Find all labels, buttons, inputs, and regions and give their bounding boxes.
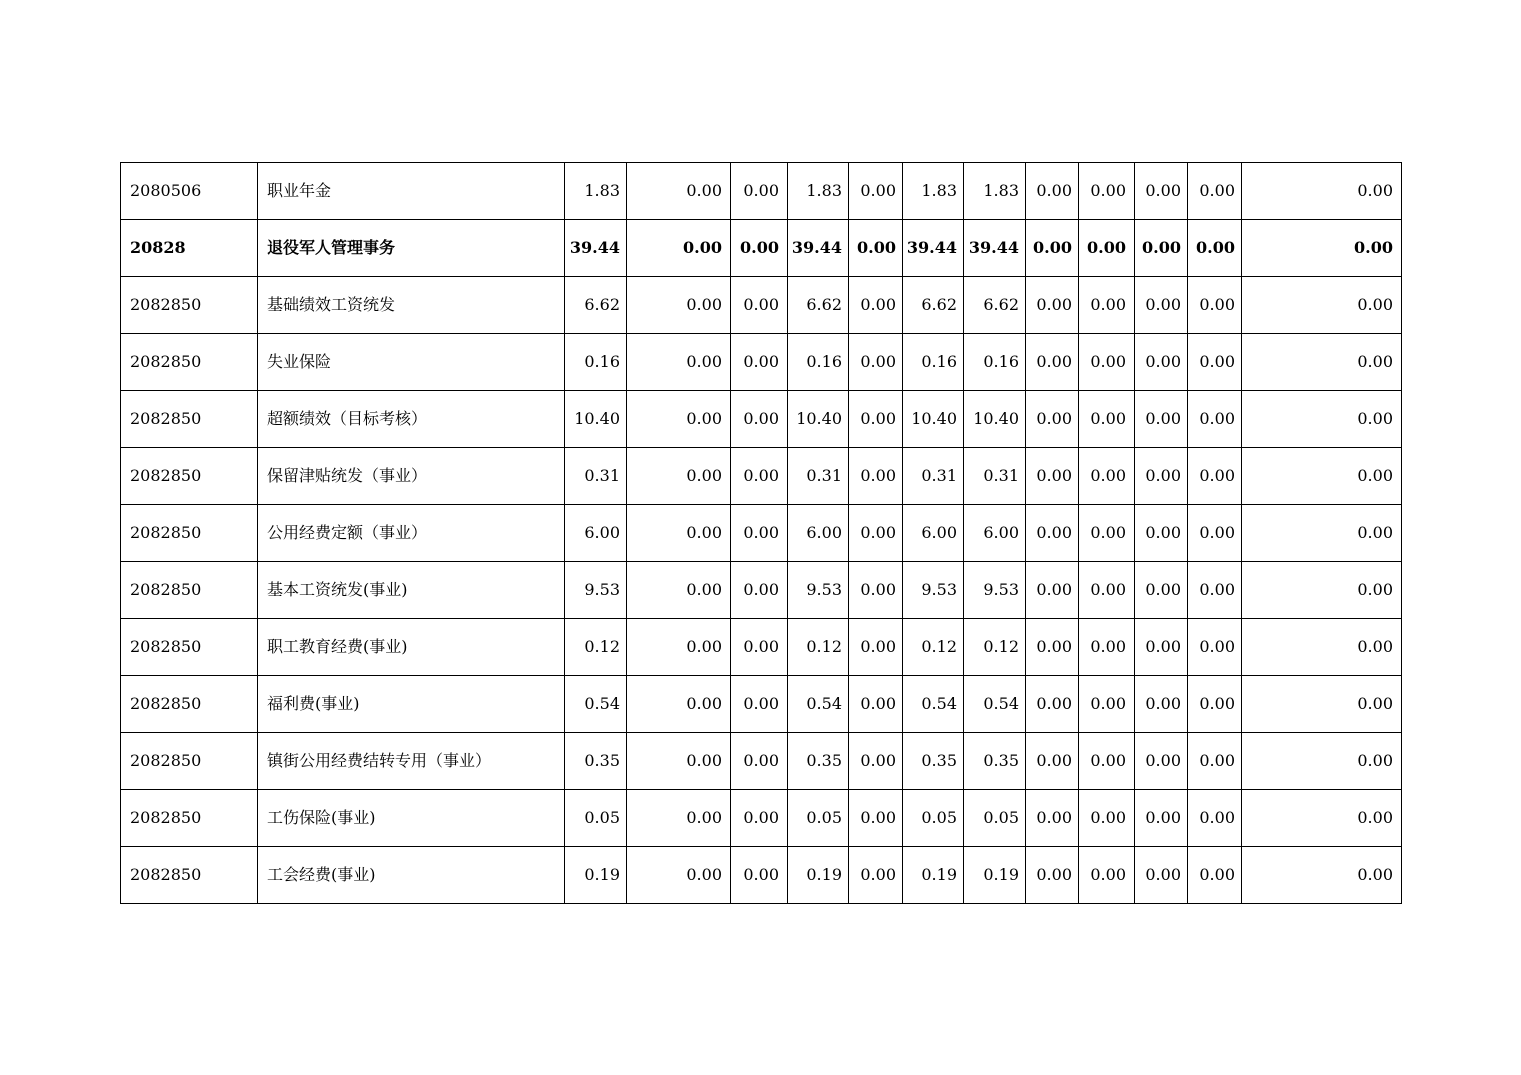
subject-code-cell: 2082850 [121, 733, 258, 790]
amount-cell-col-9: 0.00 [1079, 505, 1135, 562]
amount-cell-col-2: 0.00 [627, 619, 731, 676]
amount-cell-col-2: 0.00 [627, 847, 731, 904]
amount-cell-col-11: 0.00 [1188, 505, 1242, 562]
amount-cell-col-9: 0.00 [1079, 847, 1135, 904]
amount-cell-col-3: 0.00 [731, 277, 788, 334]
amount-cell-col-11: 0.00 [1188, 733, 1242, 790]
amount-cell-col-12: 0.00 [1242, 505, 1402, 562]
amount-cell-col-7: 0.19 [964, 847, 1026, 904]
amount-cell-col-4: 6.00 [788, 505, 849, 562]
amount-cell-col-2: 0.00 [627, 220, 731, 277]
amount-cell-col-9: 0.00 [1079, 733, 1135, 790]
subject-name-cell: 福利费(事业) [258, 676, 565, 733]
amount-cell-col-3: 0.00 [731, 847, 788, 904]
amount-cell-col-12: 0.00 [1242, 733, 1402, 790]
amount-cell-col-2: 0.00 [627, 163, 731, 220]
amount-cell-col-12: 0.00 [1242, 220, 1402, 277]
amount-cell-col-10: 0.00 [1135, 391, 1188, 448]
amount-cell-col-3: 0.00 [731, 676, 788, 733]
subject-name-cell: 职工教育经费(事业) [258, 619, 565, 676]
amount-cell-col-10: 0.00 [1135, 448, 1188, 505]
amount-cell-col-5: 0.00 [849, 448, 903, 505]
amount-cell-col-12: 0.00 [1242, 562, 1402, 619]
amount-cell-col-3: 0.00 [731, 163, 788, 220]
amount-cell-col-10: 0.00 [1135, 676, 1188, 733]
amount-cell-col-10: 0.00 [1135, 733, 1188, 790]
amount-cell-col-3: 0.00 [731, 619, 788, 676]
amount-cell-col-4: 0.05 [788, 790, 849, 847]
amount-cell-col-6: 0.19 [903, 847, 964, 904]
amount-cell-total: 6.62 [565, 277, 627, 334]
amount-cell-col-3: 0.00 [731, 505, 788, 562]
amount-cell-col-7: 0.12 [964, 619, 1026, 676]
amount-cell-col-3: 0.00 [731, 790, 788, 847]
subject-code-cell: 2082850 [121, 847, 258, 904]
amount-cell-col-11: 0.00 [1188, 676, 1242, 733]
subject-name-cell: 镇街公用经费结转专用（事业） [258, 733, 565, 790]
amount-cell-col-6: 0.54 [903, 676, 964, 733]
amount-cell-col-9: 0.00 [1079, 619, 1135, 676]
amount-cell-total: 0.16 [565, 334, 627, 391]
amount-cell-col-6: 0.31 [903, 448, 964, 505]
amount-cell-col-11: 0.00 [1188, 847, 1242, 904]
amount-cell-col-6: 6.00 [903, 505, 964, 562]
table-row [121, 334, 1402, 391]
amount-cell-col-6: 0.12 [903, 619, 964, 676]
amount-cell-col-8: 0.00 [1026, 733, 1079, 790]
amount-cell-col-4: 0.12 [788, 619, 849, 676]
amount-cell-col-11: 0.00 [1188, 163, 1242, 220]
amount-cell-col-9: 0.00 [1079, 163, 1135, 220]
table-row [121, 562, 1402, 619]
amount-cell-col-7: 39.44 [964, 220, 1026, 277]
amount-cell-col-4: 0.35 [788, 733, 849, 790]
amount-cell-col-5: 0.00 [849, 847, 903, 904]
subject-code-cell: 2082850 [121, 562, 258, 619]
amount-cell-total: 0.31 [565, 448, 627, 505]
amount-cell-col-11: 0.00 [1188, 220, 1242, 277]
amount-cell-col-5: 0.00 [849, 163, 903, 220]
amount-cell-col-4: 0.54 [788, 676, 849, 733]
amount-cell-col-6: 6.62 [903, 277, 964, 334]
subject-name-cell: 职业年金 [258, 163, 565, 220]
amount-cell-col-5: 0.00 [849, 391, 903, 448]
amount-cell-col-5: 0.00 [849, 277, 903, 334]
amount-cell-col-10: 0.00 [1135, 847, 1188, 904]
table-row [121, 505, 1402, 562]
subject-code-cell: 2082850 [121, 334, 258, 391]
amount-cell-col-7: 10.40 [964, 391, 1026, 448]
amount-cell-col-12: 0.00 [1242, 448, 1402, 505]
table-row [121, 790, 1402, 847]
amount-cell-col-7: 6.62 [964, 277, 1026, 334]
amount-cell-col-12: 0.00 [1242, 676, 1402, 733]
amount-cell-col-8: 0.00 [1026, 619, 1079, 676]
amount-cell-col-9: 0.00 [1079, 334, 1135, 391]
amount-cell-col-6: 0.05 [903, 790, 964, 847]
amount-cell-col-11: 0.00 [1188, 790, 1242, 847]
table-row [121, 733, 1402, 790]
amount-cell-total: 0.05 [565, 790, 627, 847]
amount-cell-total: 10.40 [565, 391, 627, 448]
amount-cell-col-5: 0.00 [849, 733, 903, 790]
amount-cell-col-9: 0.00 [1079, 391, 1135, 448]
amount-cell-col-4: 1.83 [788, 163, 849, 220]
amount-cell-total: 6.00 [565, 505, 627, 562]
subject-name-cell: 超额绩效（目标考核） [258, 391, 565, 448]
table-row [121, 220, 1402, 277]
amount-cell-col-11: 0.00 [1188, 334, 1242, 391]
amount-cell-col-6: 0.16 [903, 334, 964, 391]
amount-cell-col-8: 0.00 [1026, 334, 1079, 391]
amount-cell-col-10: 0.00 [1135, 505, 1188, 562]
amount-cell-total: 9.53 [565, 562, 627, 619]
table-row [121, 847, 1402, 904]
amount-cell-col-3: 0.00 [731, 391, 788, 448]
amount-cell-col-12: 0.00 [1242, 334, 1402, 391]
amount-cell-col-12: 0.00 [1242, 391, 1402, 448]
amount-cell-col-2: 0.00 [627, 505, 731, 562]
amount-cell-col-5: 0.00 [849, 790, 903, 847]
subject-name-cell: 退役军人管理事务 [258, 220, 565, 277]
subject-code-cell: 2082850 [121, 790, 258, 847]
amount-cell-col-10: 0.00 [1135, 790, 1188, 847]
amount-cell-col-12: 0.00 [1242, 277, 1402, 334]
amount-cell-col-4: 0.31 [788, 448, 849, 505]
amount-cell-col-9: 0.00 [1079, 562, 1135, 619]
amount-cell-col-7: 1.83 [964, 163, 1026, 220]
amount-cell-col-12: 0.00 [1242, 847, 1402, 904]
amount-cell-col-10: 0.00 [1135, 163, 1188, 220]
amount-cell-col-9: 0.00 [1079, 676, 1135, 733]
table-row [121, 619, 1402, 676]
table-body [121, 163, 1402, 904]
table-row [121, 391, 1402, 448]
amount-cell-col-11: 0.00 [1188, 391, 1242, 448]
amount-cell-col-7: 0.31 [964, 448, 1026, 505]
amount-cell-col-8: 0.00 [1026, 676, 1079, 733]
amount-cell-total: 0.54 [565, 676, 627, 733]
amount-cell-col-12: 0.00 [1242, 790, 1402, 847]
budget-table [120, 162, 1402, 904]
subject-code-cell: 2082850 [121, 505, 258, 562]
amount-cell-col-10: 0.00 [1135, 277, 1188, 334]
amount-cell-col-4: 9.53 [788, 562, 849, 619]
subject-name-cell: 工伤保险(事业) [258, 790, 565, 847]
amount-cell-col-8: 0.00 [1026, 220, 1079, 277]
amount-cell-col-6: 1.83 [903, 163, 964, 220]
amount-cell-col-7: 0.05 [964, 790, 1026, 847]
amount-cell-col-7: 9.53 [964, 562, 1026, 619]
amount-cell-total: 0.12 [565, 619, 627, 676]
amount-cell-col-10: 0.00 [1135, 562, 1188, 619]
amount-cell-col-5: 0.00 [849, 619, 903, 676]
amount-cell-col-2: 0.00 [627, 334, 731, 391]
subject-name-cell: 基础绩效工资统发 [258, 277, 565, 334]
table-row [121, 163, 1402, 220]
amount-cell-total: 0.35 [565, 733, 627, 790]
amount-cell-col-4: 0.19 [788, 847, 849, 904]
amount-cell-col-5: 0.00 [849, 562, 903, 619]
amount-cell-col-2: 0.00 [627, 676, 731, 733]
amount-cell-col-8: 0.00 [1026, 847, 1079, 904]
subject-name-cell: 工会经费(事业) [258, 847, 565, 904]
subject-code-cell: 2082850 [121, 619, 258, 676]
amount-cell-col-9: 0.00 [1079, 448, 1135, 505]
subject-code-cell: 2082850 [121, 277, 258, 334]
amount-cell-col-9: 0.00 [1079, 277, 1135, 334]
amount-cell-col-5: 0.00 [849, 505, 903, 562]
amount-cell-col-8: 0.00 [1026, 505, 1079, 562]
amount-cell-total: 0.19 [565, 847, 627, 904]
amount-cell-col-8: 0.00 [1026, 391, 1079, 448]
amount-cell-col-12: 0.00 [1242, 619, 1402, 676]
amount-cell-total: 39.44 [565, 220, 627, 277]
amount-cell-col-12: 0.00 [1242, 163, 1402, 220]
amount-cell-col-2: 0.00 [627, 562, 731, 619]
amount-cell-col-3: 0.00 [731, 448, 788, 505]
amount-cell-col-6: 0.35 [903, 733, 964, 790]
table-row [121, 277, 1402, 334]
amount-cell-col-4: 10.40 [788, 391, 849, 448]
amount-cell-col-10: 0.00 [1135, 220, 1188, 277]
amount-cell-col-3: 0.00 [731, 733, 788, 790]
amount-cell-col-8: 0.00 [1026, 790, 1079, 847]
amount-cell-col-8: 0.00 [1026, 448, 1079, 505]
subject-name-cell: 基本工资统发(事业) [258, 562, 565, 619]
amount-cell-col-3: 0.00 [731, 562, 788, 619]
amount-cell-col-4: 6.62 [788, 277, 849, 334]
amount-cell-col-8: 0.00 [1026, 562, 1079, 619]
amount-cell-col-6: 39.44 [903, 220, 964, 277]
subject-code-cell: 2080506 [121, 163, 258, 220]
amount-cell-col-6: 10.40 [903, 391, 964, 448]
amount-cell-col-9: 0.00 [1079, 790, 1135, 847]
amount-cell-col-4: 39.44 [788, 220, 849, 277]
subject-name-cell: 公用经费定额（事业） [258, 505, 565, 562]
amount-cell-col-7: 6.00 [964, 505, 1026, 562]
amount-cell-col-2: 0.00 [627, 790, 731, 847]
amount-cell-col-10: 0.00 [1135, 334, 1188, 391]
amount-cell-col-3: 0.00 [731, 220, 788, 277]
amount-cell-col-9: 0.00 [1079, 220, 1135, 277]
amount-cell-col-7: 0.35 [964, 733, 1026, 790]
subject-code-cell: 2082850 [121, 676, 258, 733]
amount-cell-col-11: 0.00 [1188, 448, 1242, 505]
subject-name-cell: 保留津贴统发（事业） [258, 448, 565, 505]
amount-cell-col-2: 0.00 [627, 448, 731, 505]
amount-cell-col-2: 0.00 [627, 391, 731, 448]
table-row [121, 448, 1402, 505]
amount-cell-col-2: 0.00 [627, 733, 731, 790]
amount-cell-col-5: 0.00 [849, 220, 903, 277]
amount-cell-col-6: 9.53 [903, 562, 964, 619]
amount-cell-col-5: 0.00 [849, 676, 903, 733]
amount-cell-col-10: 0.00 [1135, 619, 1188, 676]
amount-cell-col-3: 0.00 [731, 334, 788, 391]
subject-code-cell: 20828 [121, 220, 258, 277]
amount-cell-col-2: 0.00 [627, 277, 731, 334]
subject-code-cell: 2082850 [121, 391, 258, 448]
amount-cell-col-11: 0.00 [1188, 277, 1242, 334]
amount-cell-col-4: 0.16 [788, 334, 849, 391]
amount-cell-col-5: 0.00 [849, 334, 903, 391]
amount-cell-total: 1.83 [565, 163, 627, 220]
amount-cell-col-11: 0.00 [1188, 562, 1242, 619]
table-row [121, 676, 1402, 733]
amount-cell-col-7: 0.54 [964, 676, 1026, 733]
subject-name-cell: 失业保险 [258, 334, 565, 391]
amount-cell-col-11: 0.00 [1188, 619, 1242, 676]
subject-code-cell: 2082850 [121, 448, 258, 505]
amount-cell-col-8: 0.00 [1026, 277, 1079, 334]
amount-cell-col-7: 0.16 [964, 334, 1026, 391]
amount-cell-col-8: 0.00 [1026, 163, 1079, 220]
